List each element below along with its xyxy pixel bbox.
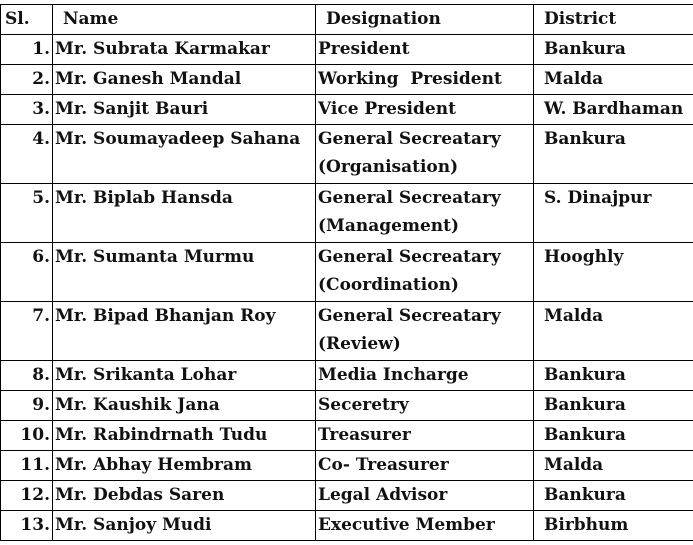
- row-district: Bankura: [534, 421, 693, 451]
- row-designation: General Secreatary (Review): [316, 302, 534, 361]
- row-district: Bankura: [534, 391, 693, 421]
- row-district: Hooghly: [534, 243, 693, 302]
- table-row: [1, 421, 693, 451]
- members-table: [0, 4, 693, 541]
- row-sl: 11.: [1, 451, 53, 481]
- header-district: District: [534, 5, 693, 35]
- header-designation: Designation: [316, 5, 534, 35]
- row-name: Mr. Abhay Hembram: [53, 451, 316, 481]
- row-name: Mr. Biplab Hansda: [53, 184, 316, 243]
- row-sl: 4.: [1, 125, 53, 184]
- row-district: Malda: [534, 451, 693, 481]
- header-row: [1, 5, 693, 35]
- row-designation: General Secreatary (Coordination): [316, 243, 534, 302]
- row-sl: 2.: [1, 65, 53, 95]
- row-district: Birbhum: [534, 511, 693, 541]
- row-designation: Legal Advisor: [316, 481, 534, 511]
- row-sl: 12.: [1, 481, 53, 511]
- row-designation: Co- Treasurer: [316, 451, 534, 481]
- row-name: Mr. Sumanta Murmu: [53, 243, 316, 302]
- row-name: Mr. Soumayadeep Sahana: [53, 125, 316, 184]
- row-district: Bankura: [534, 481, 693, 511]
- table-row: [1, 35, 693, 65]
- row-designation: General Secreatary (Management): [316, 184, 534, 243]
- table-row: [1, 65, 693, 95]
- row-designation: Treasurer: [316, 421, 534, 451]
- header-name: Name: [53, 5, 316, 35]
- row-name: Mr. Bipad Bhanjan Roy: [53, 302, 316, 361]
- row-designation: Media Incharge: [316, 361, 534, 391]
- row-sl: 9.: [1, 391, 53, 421]
- row-sl: 6.: [1, 243, 53, 302]
- row-sl: 8.: [1, 361, 53, 391]
- row-district: S. Dinajpur: [534, 184, 693, 243]
- row-name: Mr. Subrata Karmakar: [53, 35, 316, 65]
- table-row: [1, 184, 693, 243]
- row-district: Bankura: [534, 125, 693, 184]
- row-designation: President: [316, 35, 534, 65]
- row-sl: 13.: [1, 511, 53, 541]
- table-row: [1, 391, 693, 421]
- row-name: Mr. Rabindrnath Tudu: [53, 421, 316, 451]
- row-sl: 3.: [1, 95, 53, 125]
- table-row: [1, 511, 693, 541]
- row-name: Mr. Debdas Saren: [53, 481, 316, 511]
- row-designation: Executive Member: [316, 511, 534, 541]
- row-name: Mr. Sanjoy Mudi: [53, 511, 316, 541]
- table-row: [1, 243, 693, 302]
- table-row: [1, 451, 693, 481]
- row-district: Malda: [534, 302, 693, 361]
- table-row: [1, 481, 693, 511]
- row-district: W. Bardhaman: [534, 95, 693, 125]
- row-designation: General Secreatary (Organisation): [316, 125, 534, 184]
- table-row: [1, 361, 693, 391]
- row-designation: Vice President: [316, 95, 534, 125]
- table-row: [1, 125, 693, 184]
- row-district: Bankura: [534, 361, 693, 391]
- row-designation: Seceretry: [316, 391, 534, 421]
- row-district: Malda: [534, 65, 693, 95]
- table-row: [1, 302, 693, 361]
- row-name: Mr. Ganesh Mandal: [53, 65, 316, 95]
- row-name: Mr. Sanjit Bauri: [53, 95, 316, 125]
- row-sl: 10.: [1, 421, 53, 451]
- row-designation: Working President: [316, 65, 534, 95]
- row-sl: 5.: [1, 184, 53, 243]
- table-row: [1, 95, 693, 125]
- row-sl: 7.: [1, 302, 53, 361]
- row-district: Bankura: [534, 35, 693, 65]
- row-sl: 1.: [1, 35, 53, 65]
- row-name: Mr. Kaushik Jana: [53, 391, 316, 421]
- header-sl: Sl.: [1, 5, 53, 35]
- row-name: Mr. Srikanta Lohar: [53, 361, 316, 391]
